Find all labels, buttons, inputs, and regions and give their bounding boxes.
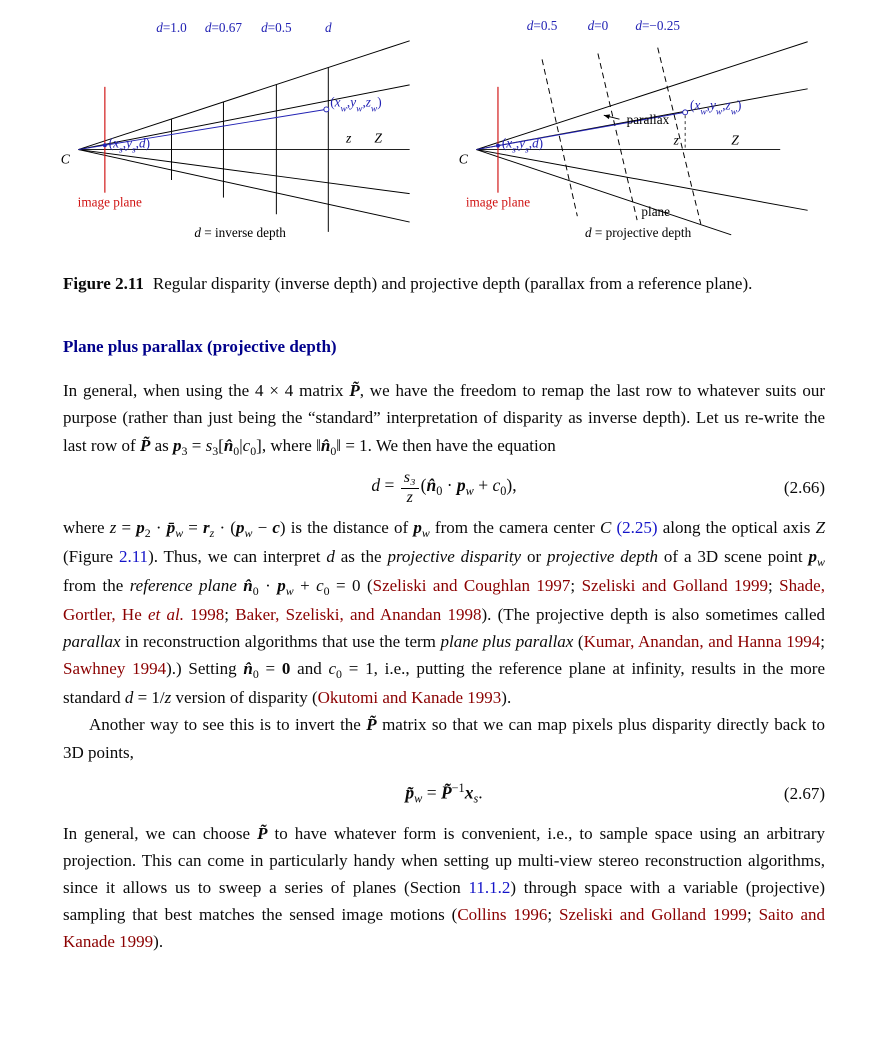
text-run: p̄	[166, 518, 176, 538]
world-point-marker	[683, 110, 688, 115]
equation-2-67	[63, 773, 825, 815]
equation-2-66	[63, 467, 825, 509]
figure-caption-label: Figure 2.11	[63, 274, 144, 293]
text-run: ;	[570, 576, 582, 596]
world-point-label: $(x_w,y_w,z_w)$	[330, 94, 382, 115]
text-run: x	[464, 782, 474, 803]
text-run: n̂	[243, 659, 253, 679]
text-run: ). (The projective depth is also sometimes called	[481, 604, 826, 624]
text-run: p	[808, 547, 818, 567]
text-run: ;	[224, 604, 236, 624]
text-run: along the optical axis	[657, 518, 816, 538]
optical-axis-label: Z	[374, 130, 383, 146]
text-run: ).	[153, 932, 164, 952]
text-run: c	[492, 475, 501, 496]
text-run: In general, when using the 4 × 4 matrix	[63, 381, 350, 401]
text-run: 0	[323, 583, 330, 598]
fraction: $\frac{\text{s₃}}{z}$	[401, 469, 419, 507]
text-run: w	[421, 526, 430, 541]
text-run: from the	[63, 576, 130, 596]
text-run: ;	[820, 632, 825, 652]
text-run: 0	[336, 667, 342, 682]
text-run: w	[817, 555, 825, 570]
text-run: p	[456, 475, 466, 496]
camera-center-label: C	[60, 151, 70, 167]
parallax-label: parallax	[626, 112, 670, 128]
cross-reference-link[interactable]: 11.1.2	[468, 878, 511, 898]
text-run: z	[209, 526, 215, 541]
text-run: n̂	[223, 435, 234, 455]
z-distance-label: z	[673, 132, 679, 148]
text-run: as	[150, 435, 174, 455]
citation-link[interactable]: et al.	[148, 604, 184, 624]
text-run: −1	[451, 780, 465, 795]
text-run: ),	[506, 475, 517, 496]
text-run: =	[116, 518, 137, 538]
text-run: .	[478, 782, 483, 803]
text-run: =	[187, 435, 206, 455]
text-run: 0	[500, 484, 507, 499]
text-run: d	[124, 688, 134, 708]
text-run: 3	[212, 443, 219, 458]
text-run: to have whatever form is convenient, i.e., to sample space using an arbitrary projection. This can come in particularly handy when setting up multi-view stereo reconstruction algorithms, since it allows us to sweep a series of planes (Section	[63, 823, 825, 898]
text-run: z	[164, 688, 172, 708]
text-run: ], where ‖	[256, 435, 321, 455]
plane-label-d-0-67: d=0.67	[204, 19, 243, 35]
text-run: 0	[252, 667, 259, 682]
text-run: , we have the freedom to remap the last row to whatever suits our purpose (rather than just being the “standard” interpretation of disparity as inverse depth). Let us re-write the last row of	[63, 381, 825, 455]
text-run: plane plus parallax	[440, 632, 574, 652]
world-point-label: $(x_w,y_w,z_w)$	[690, 97, 742, 118]
paragraph-4	[63, 820, 825, 956]
text-run: =	[380, 475, 399, 496]
text-run: w	[175, 526, 184, 541]
citation-link[interactable]: Szeliski and Golland 1999	[559, 905, 747, 925]
citation-link[interactable]: Shade, Gortler, He	[63, 576, 825, 624]
text-run: c	[242, 435, 251, 455]
citation-link[interactable]: Sawhney 1994	[63, 659, 167, 679]
text-run: parallax	[63, 632, 121, 652]
text-run: 0	[330, 443, 337, 458]
text-run: r	[203, 518, 210, 538]
text-run: n̂	[320, 435, 331, 455]
text-run: and	[290, 659, 329, 679]
text-run: n̂	[426, 475, 437, 496]
camera-ray	[78, 150, 409, 223]
text-run: projective disparity	[387, 547, 522, 567]
citation-link[interactable]: Szeliski and Coughlan 1997	[372, 576, 571, 596]
plane-label-d-0-5: d=0.5	[526, 18, 558, 33]
diagram-inverse-depth	[49, 12, 441, 244]
optical-axis-label: Z	[731, 132, 739, 148]
section-heading: Plane plus parallax (projective depth)	[63, 337, 337, 357]
figure-2-11-diagrams	[60, 12, 825, 244]
text-run: version of disparity (	[171, 688, 318, 708]
text-run: w	[465, 484, 474, 499]
text-run: s	[473, 791, 479, 806]
image-plane-label: image plane	[77, 194, 142, 210]
text-run: n̂	[243, 576, 253, 596]
world-point-marker	[324, 107, 329, 112]
camera-ray	[476, 42, 807, 150]
text-run: ·	[442, 475, 457, 496]
text-run: z	[109, 518, 117, 538]
text-run: 2	[144, 526, 151, 541]
camera-ray	[78, 150, 409, 194]
image-plane-label: image plane	[465, 194, 531, 210]
text-run: in reconstruction algorithms that use the term	[120, 632, 441, 652]
text-run: |	[239, 435, 243, 455]
text-run: ·	[258, 576, 278, 596]
figure-caption	[63, 270, 825, 297]
text-run: c	[328, 659, 337, 679]
citation-link[interactable]: Collins 1996	[457, 905, 548, 925]
text-run: ). Thus, we can interpret	[148, 547, 327, 567]
plane-label-d-1-0: d=1.0	[156, 19, 187, 35]
text-run: matrix so that we can map pixels plus disparity directly back to 3D points,	[63, 715, 825, 762]
text-run: = 0 (	[329, 576, 373, 596]
reference-plane-label: plane	[641, 204, 671, 220]
text-run: P̃	[349, 381, 360, 401]
text-run: d	[371, 475, 381, 496]
image-point-marker	[496, 144, 500, 148]
text-run: 0	[250, 443, 257, 458]
text-run: =	[258, 659, 282, 679]
text-run: P̃	[257, 823, 268, 843]
cross-reference-link[interactable]: 2.11	[118, 547, 149, 567]
text-run: C	[599, 518, 612, 538]
text-run: ).	[501, 688, 512, 708]
text-run: 0	[252, 583, 259, 598]
camera-center-label: C	[458, 151, 468, 167]
text-run: P̃	[139, 435, 151, 455]
text-run: d	[326, 547, 335, 567]
text-run: p	[413, 518, 422, 538]
text-run: ;	[746, 905, 759, 925]
text-run: P̃	[440, 782, 452, 803]
plane-label-d-0: d=0	[587, 18, 609, 33]
projective-plane-line	[598, 54, 637, 221]
text-run: c	[316, 576, 324, 596]
text-run: c	[272, 518, 280, 538]
text-run: p̃	[405, 782, 415, 803]
text-run: ‖ = 1. We then have the equation	[336, 435, 556, 455]
text-run: 0	[281, 659, 291, 679]
diagram-projective-depth	[447, 12, 839, 244]
citation-link[interactable]: Saito and Kanade 1999	[63, 905, 826, 952]
text-run: ) is the distance of	[279, 518, 414, 538]
text-run: (	[573, 632, 584, 652]
projective-plane-line	[658, 48, 701, 224]
citation-link[interactable]: Kumar, Anandan, and Hanna 1994	[583, 632, 821, 652]
text-run: or	[521, 547, 548, 567]
paragraph-2	[63, 514, 825, 711]
text-run: 3	[181, 443, 188, 458]
text-run: p	[277, 576, 286, 596]
text-run: Z	[815, 518, 826, 538]
plane-label-d-0-5: d=0.5	[261, 19, 292, 35]
text-run: p	[173, 435, 182, 455]
text-run: (Figure	[63, 547, 119, 567]
text-run: ·	[150, 518, 167, 538]
text-run: as the	[334, 547, 388, 567]
parallax-arrow	[604, 114, 620, 119]
text-run: +	[473, 475, 493, 496]
text-run: Another way to see this is to invert the	[89, 715, 367, 735]
text-run: p	[136, 518, 145, 538]
text-run: · (	[214, 518, 236, 538]
text-run: In general, we can choose	[63, 823, 258, 843]
diagram-caption-projective-depth: d = projective depth	[584, 224, 692, 240]
plane-label-d-neg-0-25: d=−0.25	[635, 18, 681, 33]
text-run: = 1/	[133, 688, 165, 708]
text-run: w	[244, 526, 253, 541]
text-run: (	[420, 475, 427, 496]
text-run: reference plane	[129, 576, 237, 596]
text-run: =	[183, 518, 204, 538]
plane-label-d: d	[324, 19, 332, 35]
text-run: = 1, i.e., putting the reference plane at infinity, results in the more standard	[63, 659, 826, 708]
paragraph-3	[63, 711, 825, 765]
image-point-marker	[103, 143, 107, 147]
text-run: +	[293, 576, 317, 596]
camera-ray	[78, 41, 409, 150]
equation-2-67-number: (2.67)	[783, 783, 825, 803]
figure-caption-text: Regular disparity (inverse depth) and projective depth (parallax from a reference plane).	[152, 274, 753, 293]
text-run: ).) Setting	[166, 659, 244, 679]
text-run: s	[205, 435, 213, 455]
citation-link[interactable]: Szeliski and Golland 1999	[581, 576, 769, 596]
text-run: ) through space with a variable (projective) sampling that best matches the sensed image motions (	[63, 878, 825, 925]
citation-link[interactable]: Okutomi and Kanade 1993	[317, 688, 502, 708]
text-run: =	[422, 782, 441, 803]
text-run: w	[414, 791, 423, 806]
text-run: 0	[436, 484, 443, 499]
diagram-caption-inverse-depth: d = inverse depth	[194, 224, 286, 240]
text-run: 0	[233, 443, 240, 458]
citation-link[interactable]: 1998	[184, 604, 225, 624]
image-point-label: $(x_s,y_s,d)$	[108, 135, 150, 156]
equation-2-66-body	[371, 469, 516, 507]
text-run: −	[252, 518, 273, 538]
text-run: projective depth	[547, 547, 659, 567]
equation-2-66-number: (2.66)	[783, 478, 825, 498]
text-run: [	[218, 435, 224, 455]
text-run: ;	[768, 576, 780, 596]
text-run: w	[285, 583, 294, 598]
text-run: P̃	[366, 715, 377, 735]
paragraph-1	[63, 377, 825, 460]
z-distance-label: z	[345, 130, 352, 146]
cross-reference-link[interactable]: (2.25)	[616, 518, 658, 538]
image-point-label: $(x_s,y_s,d)$	[501, 135, 544, 156]
citation-link[interactable]: Baker, Szeliski, and Anandan 1998	[235, 604, 482, 624]
text-run: ;	[547, 905, 560, 925]
projective-plane-line	[542, 59, 577, 216]
text-run: from the camera center	[429, 518, 600, 538]
text-run: where	[63, 518, 110, 538]
text-run: of a 3D scene point	[658, 547, 809, 567]
equation-2-67-body	[405, 781, 482, 807]
text-run: p	[235, 518, 245, 538]
